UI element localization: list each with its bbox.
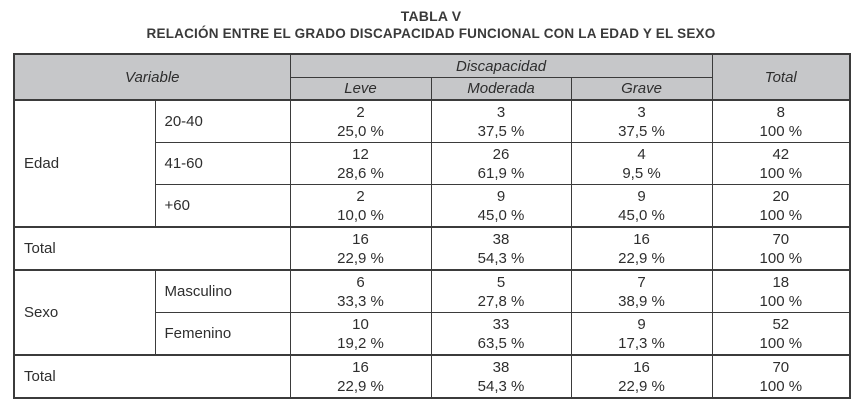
cell-count: 38 — [492, 230, 510, 248]
cell-percent: 37,5 % — [618, 122, 665, 140]
cell-count: 70 — [772, 358, 790, 376]
cell-percent: 100 % — [759, 122, 803, 140]
cell-leve — [290, 313, 431, 356]
cell-count: 70 — [772, 230, 790, 248]
row-label-femenino: Femenino — [155, 313, 290, 356]
cell-count: 16 — [352, 230, 369, 248]
cell-total — [712, 227, 850, 270]
cell-count: 2 — [356, 103, 365, 121]
cell-count: 9 — [637, 315, 646, 333]
cell-percent: 22,9 % — [618, 249, 665, 267]
cell-grave — [571, 227, 712, 270]
cell-total — [712, 143, 850, 185]
cell-grave — [571, 143, 712, 185]
header-variable: Variable — [14, 54, 290, 100]
table-header — [14, 54, 850, 100]
cell-leve — [290, 185, 431, 228]
cell-percent: 27,8 % — [477, 292, 525, 310]
cell-count: 20 — [772, 187, 790, 205]
row-label-total-edad: Total — [14, 227, 290, 270]
row-label-mas-60: +60 — [155, 185, 290, 228]
cell-count: 38 — [492, 358, 510, 376]
cell-count: 12 — [352, 145, 369, 163]
cell-percent: 22,9 % — [618, 377, 665, 395]
row-label-total-sexo: Total — [14, 355, 290, 398]
cell-moderada — [431, 313, 571, 356]
row-group-sexo: Sexo — [14, 270, 155, 355]
cell-moderada — [431, 227, 571, 270]
cell-count: 7 — [637, 273, 646, 291]
cell-moderada — [431, 185, 571, 228]
cell-total — [712, 355, 850, 398]
cell-percent: 17,3 % — [618, 334, 665, 352]
cell-count: 33 — [492, 315, 510, 333]
cell-count: 42 — [772, 145, 790, 163]
cell-percent: 45,0 % — [477, 206, 525, 224]
cell-percent: 100 % — [759, 292, 803, 310]
cell-percent: 9,5 % — [622, 164, 661, 182]
cell-percent: 61,9 % — [477, 164, 525, 182]
cell-leve — [290, 270, 431, 313]
cell-count: 8 — [776, 103, 785, 121]
header-discapacidad: Discapacidad — [290, 54, 712, 78]
header-grave: Grave — [571, 78, 712, 101]
cell-percent: 37,5 % — [477, 122, 525, 140]
row-label-41-60: 41-60 — [155, 143, 290, 185]
header-row-top — [14, 54, 850, 78]
table-row-edad-20-40 — [14, 100, 850, 143]
cell-count: 9 — [637, 187, 646, 205]
cell-moderada — [431, 143, 571, 185]
cell-leve — [290, 100, 431, 143]
table-title: TABLA V — [400, 8, 462, 24]
cell-count: 16 — [352, 358, 369, 376]
row-label-20-40: 20-40 — [155, 100, 290, 143]
cell-count: 9 — [496, 187, 506, 205]
cell-percent: 54,3 % — [477, 249, 525, 267]
cell-moderada — [431, 270, 571, 313]
row-label-masculino: Masculino — [155, 270, 290, 313]
table-subtitle: RELACIÓN ENTRE EL GRADO DISCAPACIDAD FUNCIONAL CON LA EDAD Y EL SEXO — [146, 26, 716, 41]
header-total: Total — [712, 54, 850, 100]
cell-total — [712, 100, 850, 143]
cell-count: 3 — [637, 103, 646, 121]
table-row-total-edad — [14, 227, 850, 270]
cell-percent: 19,2 % — [337, 334, 384, 352]
cell-percent: 100 % — [759, 206, 803, 224]
header-moderada: Moderada — [431, 78, 571, 101]
cell-count: 2 — [356, 187, 365, 205]
table-body — [14, 100, 850, 398]
cell-total — [712, 313, 850, 356]
cell-total — [712, 270, 850, 313]
cell-percent: 63,5 % — [477, 334, 525, 352]
cell-leve — [290, 355, 431, 398]
cell-count: 3 — [496, 103, 506, 121]
row-group-edad: Edad — [14, 100, 155, 227]
disability-table — [13, 53, 851, 399]
cell-count: 52 — [772, 315, 790, 333]
cell-grave — [571, 355, 712, 398]
cell-count: 18 — [772, 273, 790, 291]
table-row-sexo-masculino — [14, 270, 850, 313]
cell-count: 5 — [496, 273, 506, 291]
header-leve: Leve — [290, 78, 431, 101]
cell-grave — [571, 313, 712, 356]
cell-percent: 100 % — [759, 164, 803, 182]
cell-count: 16 — [633, 230, 650, 248]
cell-percent: 22,9 % — [337, 249, 384, 267]
table-row-total-sexo — [14, 355, 850, 398]
cell-percent: 100 % — [759, 377, 803, 395]
cell-moderada — [431, 100, 571, 143]
cell-grave — [571, 185, 712, 228]
cell-grave — [571, 100, 712, 143]
cell-percent: 25,0 % — [337, 122, 384, 140]
cell-percent: 33,3 % — [337, 292, 384, 310]
cell-leve — [290, 227, 431, 270]
cell-count: 16 — [633, 358, 650, 376]
cell-percent: 100 % — [759, 334, 803, 352]
cell-count: 6 — [356, 273, 365, 291]
cell-percent: 100 % — [759, 249, 803, 267]
cell-percent: 38,9 % — [618, 292, 665, 310]
cell-percent: 22,9 % — [337, 377, 384, 395]
cell-percent: 10,0 % — [337, 206, 384, 224]
cell-percent: 45,0 % — [618, 206, 665, 224]
cell-leve — [290, 143, 431, 185]
table-caption — [0, 0, 862, 42]
cell-percent: 28,6 % — [337, 164, 384, 182]
cell-percent: 54,3 % — [477, 377, 525, 395]
cell-count: 10 — [352, 315, 369, 333]
cell-moderada — [431, 355, 571, 398]
cell-total — [712, 185, 850, 228]
cell-grave — [571, 270, 712, 313]
cell-count: 26 — [492, 145, 510, 163]
cell-count: 4 — [637, 145, 646, 163]
